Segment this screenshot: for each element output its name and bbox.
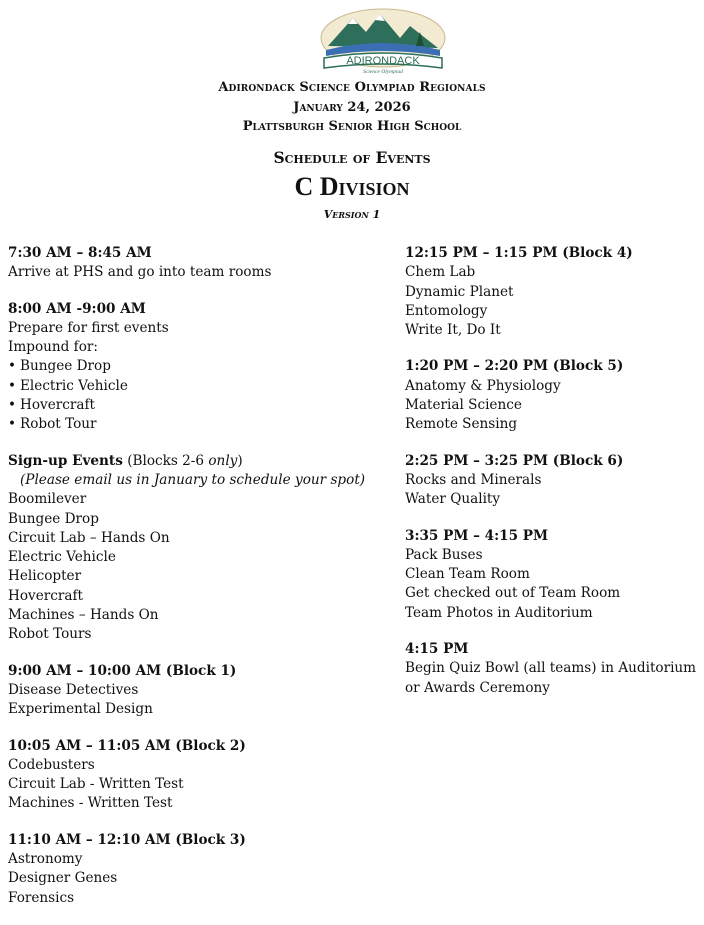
adirondack-logo [318, 6, 448, 78]
logo-subtext: Science Olympiad [363, 69, 403, 75]
time-heading: 2:25 PM – 3:25 PM (Block 6) [405, 452, 624, 469]
time-heading: 4:15 PM [405, 641, 469, 658]
list-item: Dynamic Planet [405, 283, 514, 300]
event-date: January 24, 2026 [293, 100, 411, 115]
signup-paren-b: ) [237, 452, 243, 469]
list-item: • Electric Vehicle [8, 377, 388, 396]
block-6 [405, 452, 704, 510]
signup-heading [8, 452, 388, 471]
division-heading: C Division [294, 172, 410, 201]
arrival-block [8, 244, 388, 283]
event-title: Adirondack Science Olympiad Regionals [218, 80, 486, 95]
list-item: Helicopter [8, 568, 82, 585]
list-item: Disease Detectives [8, 681, 139, 698]
list-item: Anatomy & Physiology [405, 377, 561, 394]
closing-block [405, 640, 704, 698]
list-item: Bungee Drop [8, 510, 99, 527]
time-heading: 1:20 PM – 2:20 PM (Block 5) [405, 358, 624, 375]
list-item: Electric Vehicle [8, 549, 116, 566]
signup-block [8, 452, 388, 645]
list-item: Chem Lab [405, 264, 476, 281]
list-item: Water Quality [405, 491, 501, 508]
list-item: Machines – Hands On [8, 607, 159, 624]
list-item: • Bungee Drop [8, 357, 388, 376]
list-item: Designer Genes [8, 870, 118, 887]
list-item: Astronomy [8, 851, 83, 868]
signup-paren-a: (Blocks 2-6 [127, 452, 209, 469]
logo-text: ADIRONDACK [346, 55, 420, 67]
left-column [8, 244, 388, 925]
list-item: Get checked out of Team Room [405, 585, 621, 602]
block-2 [8, 737, 388, 814]
time-heading: 10:05 AM – 11:05 AM (Block 2) [8, 737, 246, 754]
block-3 [8, 831, 388, 908]
time-heading: 12:15 PM – 1:15 PM (Block 4) [405, 245, 633, 261]
list-item: Entomology [405, 302, 488, 319]
time-heading: 11:10 AM – 12:10 AM (Block 3) [8, 831, 246, 848]
list-item: Team Photos in Auditorium [405, 604, 593, 621]
list-item: Forensics [8, 889, 75, 906]
list-item: Write It, Do It [405, 322, 501, 339]
signup-title: Sign-up Events [8, 452, 123, 469]
list-item: Pack Buses [405, 546, 483, 563]
signup-note: (Please email us in January to schedule your spot) [20, 471, 366, 488]
version-label: Version 1 [323, 208, 381, 221]
schedule-item: Prepare for first events [8, 319, 169, 336]
list-item: Codebusters [8, 756, 95, 773]
block-4 [405, 244, 704, 340]
list-item: or Awards Ceremony [405, 679, 550, 696]
signup-only: only [208, 452, 238, 469]
pack-block [405, 527, 704, 623]
time-heading: 8:00 AM -9:00 AM [8, 300, 146, 317]
list-item: Robot Tours [8, 626, 92, 643]
list-item: Machines - Written Test [8, 795, 173, 812]
right-column [405, 244, 704, 715]
time-heading: 7:30 AM – 8:45 AM [8, 245, 152, 261]
list-item: Begin Quiz Bowl (all teams) in Auditorium [405, 660, 697, 677]
list-item: Circuit Lab - Written Test [8, 776, 184, 793]
list-item: Material Science [405, 397, 522, 414]
time-heading: 3:35 PM – 4:15 PM [405, 527, 549, 544]
time-heading: 9:00 AM – 10:00 AM (Block 1) [8, 662, 237, 679]
schedule-item: Arrive at PHS and go into team rooms [8, 264, 272, 281]
list-item: Clean Team Room [405, 566, 530, 583]
block-1 [8, 662, 388, 720]
event-location: Plattsburgh Senior High School [242, 119, 462, 134]
list-item: Hovercraft [8, 587, 83, 604]
schedule-item: Impound for: [8, 339, 98, 356]
prepare-block [8, 300, 388, 435]
list-item: Boomilever [8, 491, 87, 508]
list-item: Experimental Design [8, 701, 153, 718]
impound-list [8, 357, 388, 434]
list-item: • Robot Tour [8, 415, 388, 434]
list-item: Circuit Lab – Hands On [8, 529, 170, 546]
block-5 [405, 357, 704, 434]
list-item: Rocks and Minerals [405, 471, 542, 488]
list-item: • Hovercraft [8, 396, 388, 415]
schedule-heading: Schedule of Events [273, 148, 431, 167]
list-item: Remote Sensing [405, 416, 518, 433]
